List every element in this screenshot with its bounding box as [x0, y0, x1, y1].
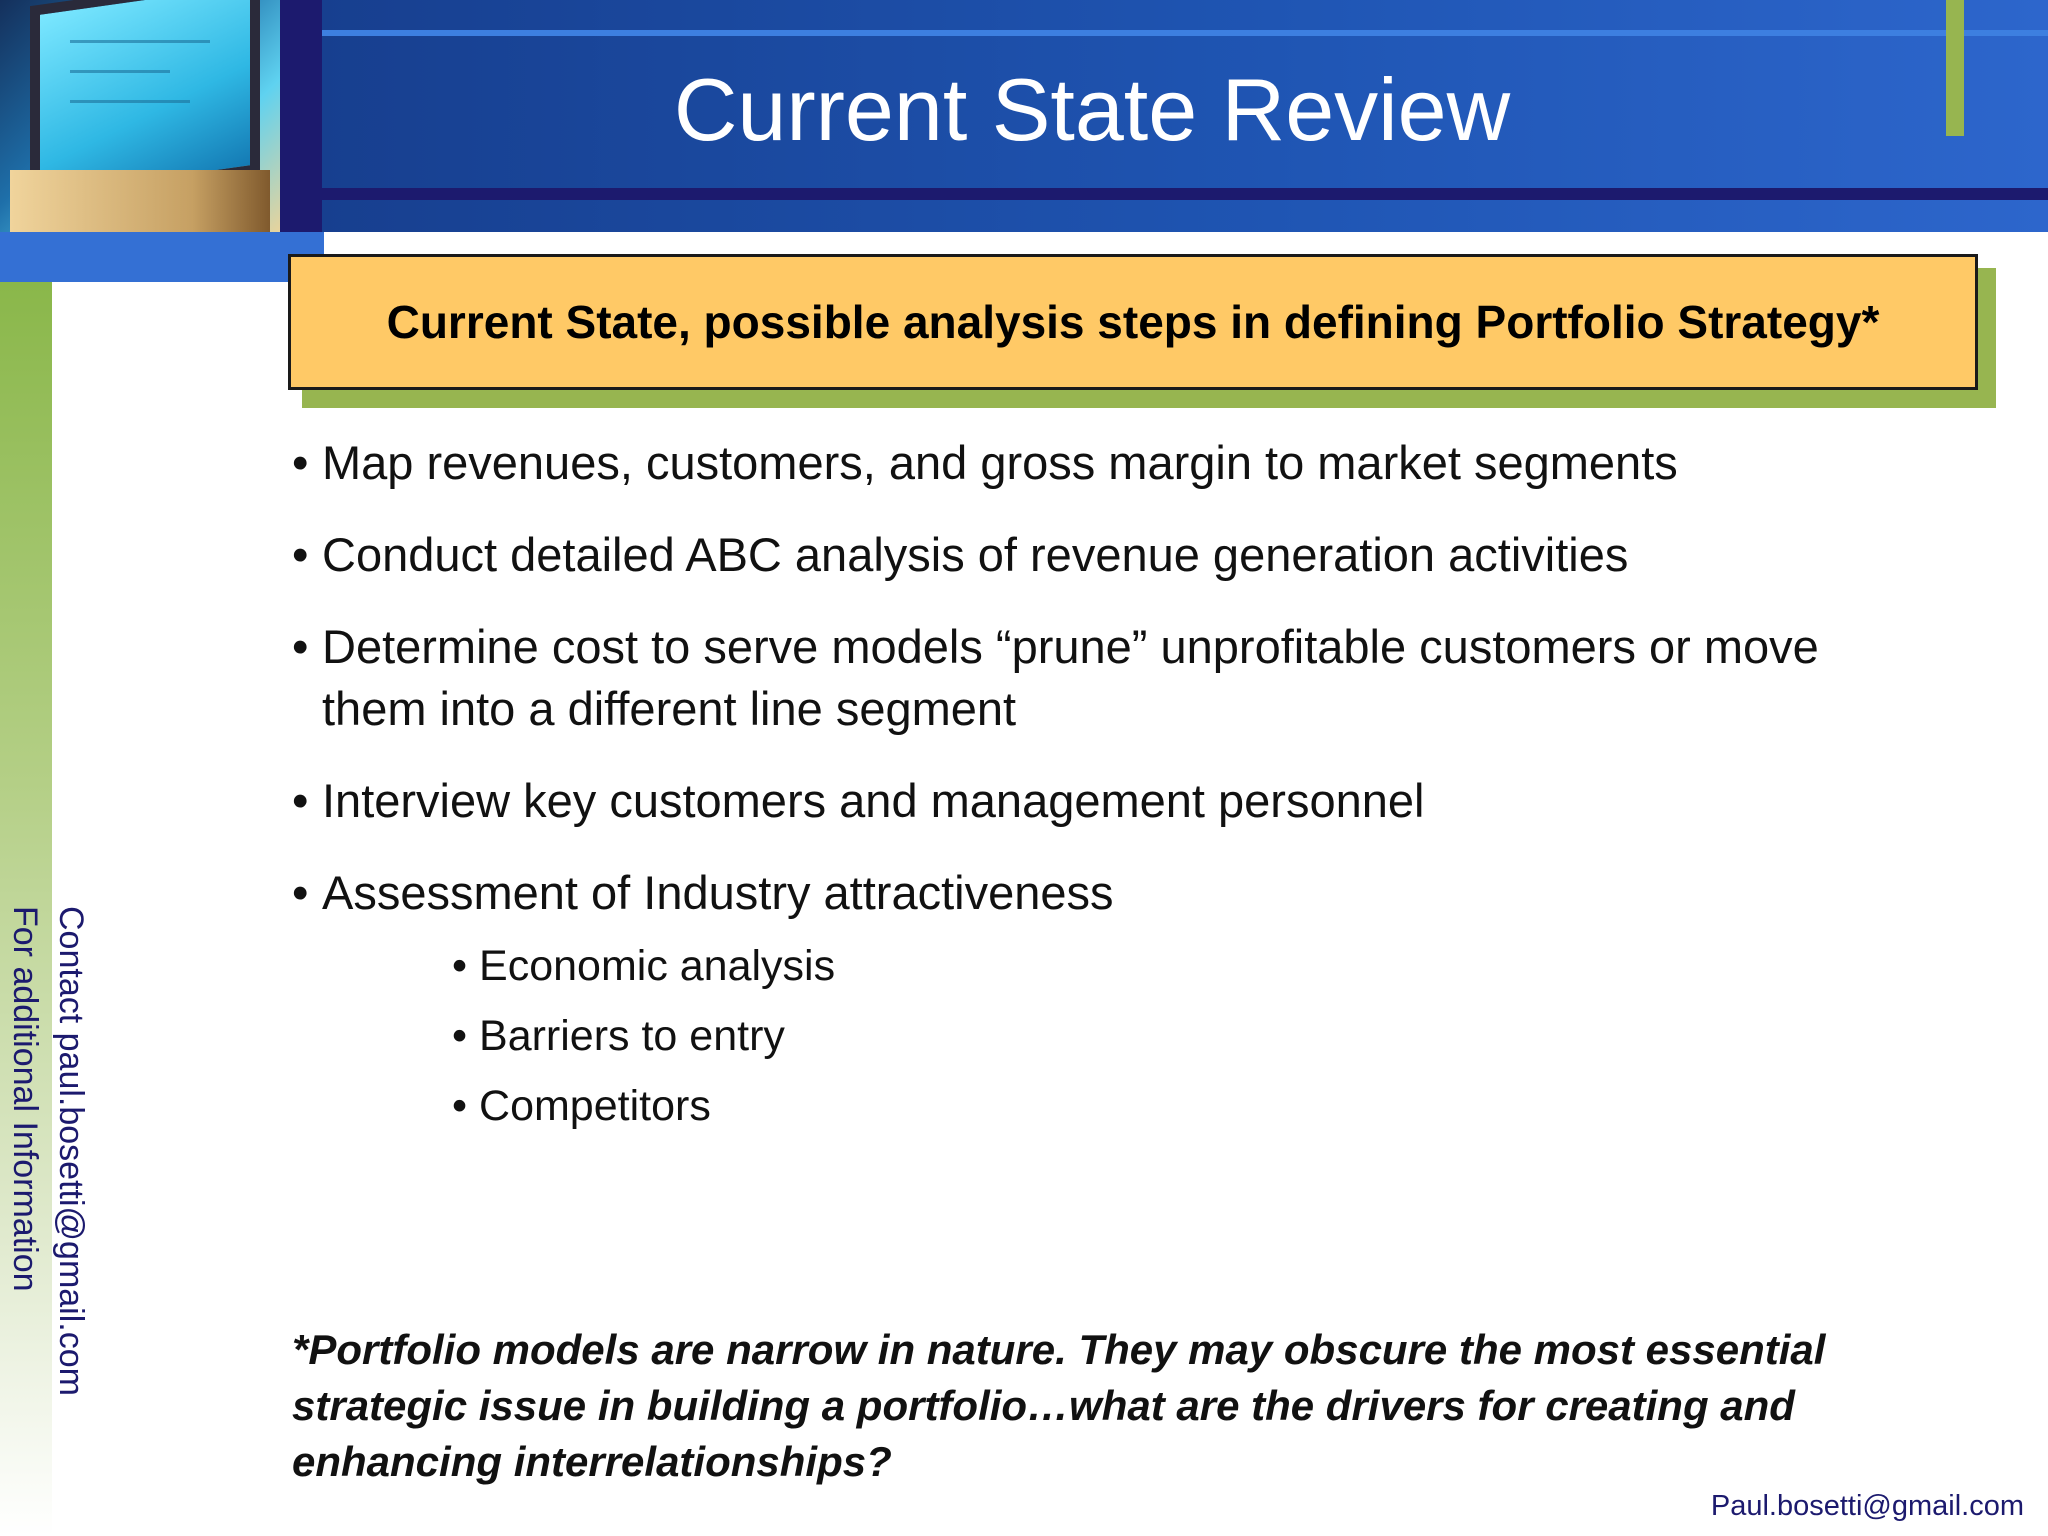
sub-bullet-item: [422, 1008, 1852, 1064]
screen-detail: [70, 40, 210, 43]
bullet-glyph: •: [452, 1082, 468, 1130]
corner-email: Paul.bosetti@gmail.com: [1710, 1490, 2024, 1522]
sub-bullet-item: [422, 1078, 1852, 1134]
bullet-item: [292, 770, 1852, 832]
screen-detail: [70, 100, 190, 103]
blue-tab-accent: [0, 232, 324, 282]
side-contact-text: [2, 906, 112, 1446]
bullet-glyph: •: [292, 774, 309, 827]
bullet-glyph: •: [292, 866, 309, 919]
bullet-text: Conduct detailed ABC analysis of revenue generation activities: [322, 528, 1629, 581]
sub-bullet-list: [322, 938, 1852, 1134]
sub-bullet-text: Economic analysis: [479, 942, 836, 990]
bullet-text: Interview key customers and management personnel: [322, 774, 1425, 827]
bullet-item: [292, 432, 1852, 494]
bullet-glyph: •: [292, 528, 309, 581]
bullet-text: Determine cost to serve models “prune” unprofitable customers or move them into a different line segment: [322, 620, 1819, 735]
bullet-glyph: •: [452, 942, 468, 990]
header-stripe-top: [322, 30, 2048, 36]
footnote: *Portfolio models are narrow in nature. They may obscure the most essential strategic issue in building a portfolio…what are the drivers for creating and enhancing interrelationships?: [292, 1326, 1826, 1485]
monitor-base: [10, 170, 270, 232]
screen-detail: [70, 70, 170, 73]
bullet-list: [292, 432, 1852, 1164]
slide-title: Current State Review: [673, 60, 1511, 159]
side-contact-line2: Contact paul.bosetti@gmail.com: [52, 906, 90, 1396]
computer-monitor-image: [0, 0, 280, 232]
bullet-item: [292, 616, 1852, 740]
banner-heading: Current State, possible analysis steps in defining Portfolio Strategy*: [288, 254, 1978, 390]
bullet-text: Assessment of Industry attractiveness: [322, 866, 1114, 919]
header-accent-bar: [1946, 0, 1964, 136]
sub-bullet-text: Competitors: [479, 1082, 711, 1130]
bullet-item: [292, 862, 1852, 1134]
sub-bullet-text: Barriers to entry: [479, 1012, 785, 1060]
bullet-item: [292, 524, 1852, 586]
bullet-glyph: •: [452, 1012, 468, 1060]
bullet-glyph: •: [292, 620, 309, 673]
sub-bullet-item: [422, 938, 1852, 994]
bullet-text: Map revenues, customers, and gross margin to market segments: [322, 436, 1678, 489]
header-stripe-bottom: [322, 188, 2048, 200]
bullet-glyph: •: [292, 436, 309, 489]
side-contact-line1: For additional Information: [6, 906, 44, 1292]
